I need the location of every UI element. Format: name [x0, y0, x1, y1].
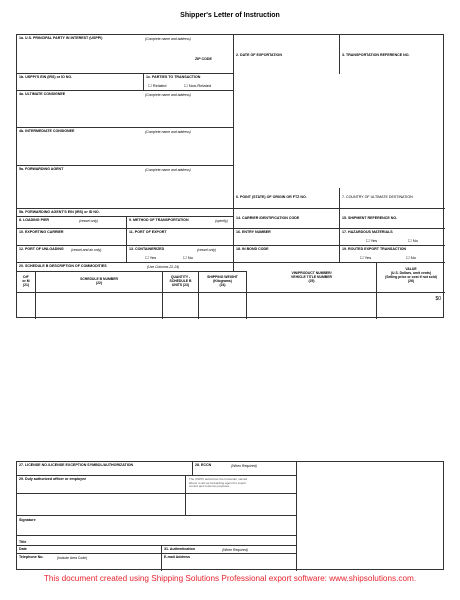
field-10-exporting-carrier[interactable] — [17, 229, 127, 246]
field-15-label: 15. SHIPMENT REFERENCE NO. — [342, 216, 398, 220]
col-header-shipping-weight — [199, 271, 247, 293]
value-line1: VALUE — [405, 267, 417, 271]
field-4a-label: 4a. ULTIMATE CONSIGNEE — [19, 92, 66, 96]
field-20-schedule-b-description — [17, 263, 234, 271]
field-3-transportation-reference[interactable] — [340, 35, 445, 74]
email-field[interactable] — [162, 554, 297, 571]
field-8-label: 8. LOADING PIER — [19, 217, 49, 222]
field-12-note: (vessel and air only) — [71, 248, 102, 252]
hazardous-no-checkbox[interactable]: ☐ No — [408, 238, 418, 243]
authorize-line3: control and customs purposes. — [189, 484, 230, 489]
commodity-cell-quantity[interactable] — [163, 293, 199, 319]
field-28-note: (When Required) — [231, 464, 257, 468]
field-5b-label: 5b. FORWARDING AGENT'S EIN (IRS) or ID NO. — [19, 209, 100, 214]
field-9-label: 9. METHOD OF TRANSPORTATION — [129, 217, 189, 222]
field-10-label: 10. EXPORTING CARRIER — [19, 230, 64, 234]
field-8-loading-pier[interactable] — [17, 216, 127, 229]
blank-area-right — [234, 74, 445, 188]
field-14-carrier-identification-code[interactable] — [234, 209, 340, 229]
related-checkbox[interactable]: ☐ Related — [148, 83, 167, 88]
field-4b-intermediate-consignee[interactable] — [17, 128, 234, 166]
non-related-checkbox[interactable]: ☐ Non-Related — [184, 83, 212, 88]
col-header-value — [377, 263, 445, 293]
containerized-yes-checkbox[interactable]: ☐ Yes — [145, 255, 157, 260]
field-7-label: 7. COUNTRY OF ULTIMATE DESTINATION — [342, 195, 413, 199]
field-13-containerized[interactable] — [127, 246, 234, 263]
field-6-label: 6. POINT (STATE) OF ORIGIN OR FTZ NO. — [236, 195, 307, 199]
title-field[interactable] — [17, 536, 297, 546]
lower-blank-right — [297, 462, 445, 571]
field-6-point-of-origin[interactable] — [234, 188, 340, 209]
weight-line1: SHIPPING WEIGHT — [207, 275, 238, 279]
qty-line2: SCHEDULE B — [169, 279, 192, 284]
field-5a-note: (Complete name and address) — [145, 168, 191, 172]
hazardous-yes-checkbox[interactable]: ☐ Yes — [366, 238, 378, 243]
field-19-label: 19. ROUTED EXPORT TRANSACTION — [342, 247, 407, 251]
field-8-note: (vessel only) — [79, 218, 99, 223]
weight-line2: (Kilograms) — [213, 279, 232, 284]
value-total: $0 — [435, 296, 441, 302]
field-5b-forwarding-agent-ein[interactable] — [17, 209, 234, 216]
field-18-label: 18. IN BOND CODE — [236, 247, 269, 251]
field-14-label: 14. CARRIER IDENTIFICATION CODE — [236, 216, 300, 220]
field-9-note: (specify) — [215, 218, 228, 223]
authorize-line1: The USPPI authorizes the forwarder named — [189, 477, 248, 481]
col-header-vin-product-number — [247, 263, 377, 293]
field-27-license-authorization[interactable] — [17, 462, 193, 476]
col-header-schedule-b-number — [36, 271, 163, 293]
field-19-routed-export-transaction[interactable] — [340, 246, 445, 263]
commodity-cell-value[interactable] — [377, 293, 445, 319]
field-9-method-of-transportation[interactable] — [127, 216, 234, 229]
date-label: Date — [19, 547, 27, 551]
signature-label: Signature — [19, 518, 36, 522]
value-line3: (Selling price or cost if not sold) — [385, 275, 437, 280]
telephone-field[interactable] — [17, 554, 162, 571]
value-line2: (U.S. Dollars, omit cents) — [390, 271, 432, 276]
document-title: Shipper's Letter of Instruction — [180, 12, 280, 19]
field-2-date-of-exportation[interactable] — [234, 35, 340, 74]
title-label: Title — [19, 540, 27, 544]
field-4a-note: (Complete name and address) — [145, 93, 191, 97]
schedb-line2: (22) — [95, 281, 103, 286]
vin-line2: VEHICLE TITLE NUMBER — [291, 275, 332, 280]
signature-field[interactable] — [17, 516, 297, 536]
vin-line3: (25) — [308, 279, 315, 284]
df-line1: D/F — [23, 275, 29, 279]
field-31-authentication[interactable] — [162, 546, 297, 554]
field-16-entry-number[interactable] — [234, 229, 340, 246]
field-1b-usppi-ein[interactable] — [17, 74, 144, 91]
field-1c-parties-to-transaction[interactable] — [144, 74, 234, 91]
field-3-label: 3. TRANSPORTATION REFERENCE NO. — [342, 53, 410, 57]
routed-yes-checkbox[interactable]: ☐ Yes — [360, 255, 372, 260]
value-line4: (26) — [407, 279, 415, 284]
field-4a-ultimate-consignee[interactable] — [17, 91, 234, 128]
slip-upper-form — [16, 34, 444, 318]
df-line2: or M — [22, 279, 30, 284]
field-1c-label: 1c. PARTIES TO TRANSACTION — [146, 75, 201, 79]
authorization-statement — [186, 476, 297, 494]
field-1a-label: 1a. U.S. PRINCIPAL PARTY IN INTEREST (USPPI) — [19, 36, 103, 40]
telephone-note: (Include Area Code) — [57, 556, 88, 560]
field-1b-label: 1b. USPPI'S EIN (IRS) or ID NO. — [19, 75, 73, 79]
footer-attribution: This document created using Shipping Solutions Professional export software: www.shipsolutions.com. — [43, 574, 417, 583]
field-17-label: 17. HAZARDOUS MATERIALS — [342, 230, 393, 234]
field-1a-note: (Complete name and address) — [145, 37, 191, 41]
field-11-port-of-export[interactable] — [127, 229, 234, 246]
zip-code-label: ZIP CODE — [195, 57, 212, 61]
slip-lower-form — [16, 461, 444, 570]
qty-line3: UNITS (23) — [171, 283, 190, 288]
authorized-name-area[interactable] — [17, 494, 186, 516]
weight-line3: (24) — [219, 283, 226, 288]
telephone-label: Telephone No. — [19, 555, 44, 559]
commodity-cell-vin[interactable] — [247, 293, 377, 319]
field-27-label: 27. LICENSE NO./LICENSE EXCEPTION SYMBOL/AUTHORIZATION — [19, 463, 134, 467]
containerized-no-checkbox[interactable]: ☐ No — [183, 255, 193, 260]
field-12-label: 12. PORT OF UNLOADING — [19, 247, 64, 251]
field-28-eccn[interactable] — [193, 462, 297, 476]
qty-line1: QUANTITY - — [170, 275, 191, 279]
col-header-quantity — [163, 271, 199, 293]
field-4b-label: 4b. INTERMEDIATE CONSIGNEE — [19, 129, 75, 133]
field-7-country-of-destination[interactable] — [340, 188, 445, 209]
commodity-cell-weight[interactable] — [199, 293, 247, 319]
commodity-cell-schedule-b[interactable] — [36, 293, 163, 319]
field-2-label: 2. DATE OF EXPORTATION — [236, 53, 282, 57]
schedb-line1: SCHEDULE B NUMBER — [80, 277, 118, 281]
field-13-label: 13. CONTAINERIZED — [129, 247, 165, 251]
field-16-label: 16. ENTRY NUMBER — [236, 230, 271, 234]
df-line3: (21) — [22, 283, 30, 288]
field-5a-forwarding-agent[interactable] — [17, 166, 234, 209]
date-field[interactable] — [17, 546, 162, 554]
email-label: E-mail Address — [164, 555, 191, 559]
routed-no-checkbox[interactable]: ☐ No — [406, 255, 416, 260]
field-5a-label: 5a. FORWARDING AGENT — [19, 167, 64, 171]
field-28-label: 28. ECCN — [195, 463, 212, 467]
field-13-note: (vessel only) — [197, 248, 217, 252]
col-header-df-or-m — [17, 271, 36, 293]
field-4b-note: (Complete name and address) — [145, 130, 191, 134]
field-1a-usppi[interactable] — [17, 35, 234, 74]
field-31-label: 31. Authentication — [164, 547, 196, 551]
field-31-note: (When Required) — [222, 548, 248, 552]
vin-line1: VIN/PRODUCT NUMBER/ — [291, 271, 332, 275]
field-11-label: 11. PORT OF EXPORT — [129, 230, 167, 234]
authorize-line2: above to act as forwarding agent for export — [189, 480, 247, 485]
authorized-blank-right — [186, 494, 297, 516]
field-20-label: 20. SCHEDULE B DESCRIPTION OF COMMODITIES — [19, 263, 107, 268]
field-17-hazardous-materials[interactable] — [340, 229, 445, 246]
field-12-port-of-unloading[interactable] — [17, 246, 127, 263]
commodity-cell-df[interactable] — [17, 293, 36, 319]
field-15-shipment-reference[interactable] — [340, 209, 445, 229]
field-29-authorized-officer[interactable] — [17, 476, 186, 494]
field-18-in-bond-code[interactable] — [234, 246, 340, 263]
field-29-label: 29. Duly authorized officer or employee — [19, 477, 87, 481]
field-20-note: (Use Columns 22-24) — [147, 264, 180, 269]
